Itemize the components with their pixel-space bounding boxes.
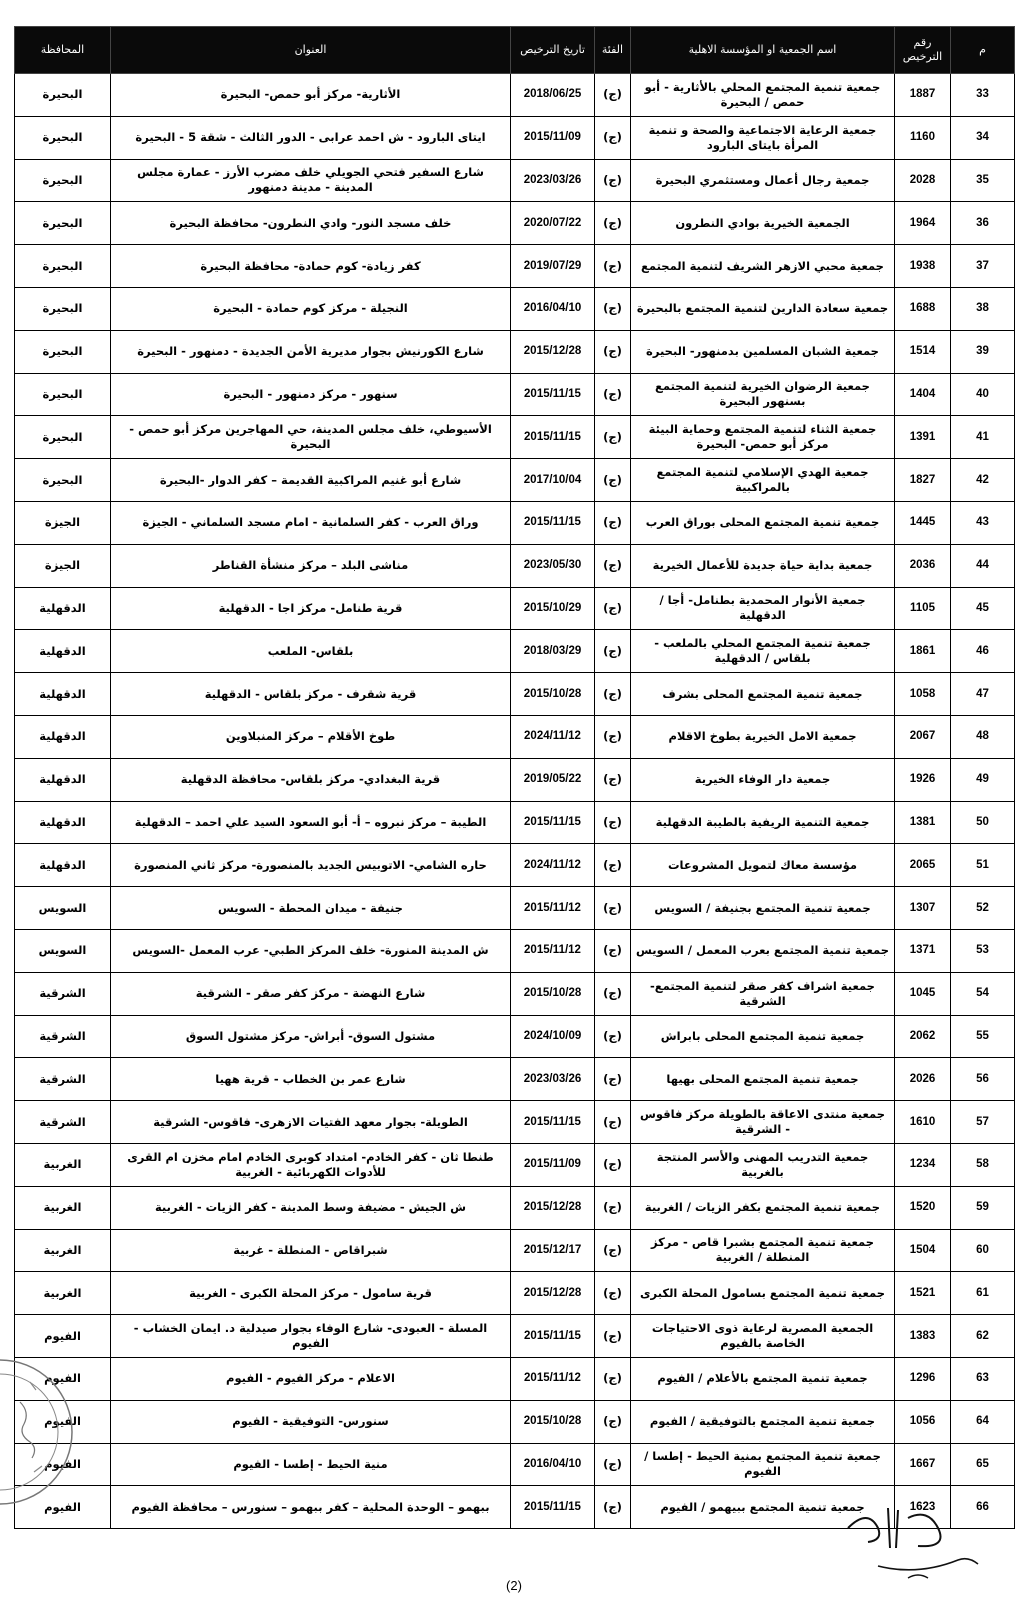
address-cell: سنهور - مركز دمنهور - البحيرة: [111, 373, 511, 416]
association-name-cell: جمعية تنمية المجتمع المحلى بهيها: [631, 1058, 895, 1101]
governorate-cell: الدقهلية: [15, 801, 111, 844]
license-number-cell: 2036: [895, 544, 951, 587]
table-row: [15, 544, 1015, 587]
association-name-cell: جمعية منتدى الاعاقة بالطويلة مركز فاقوس - الشرقية: [631, 1101, 895, 1144]
row-number-cell: 55: [951, 1015, 1015, 1058]
table-row: [15, 1357, 1015, 1400]
category-cell: (ج): [595, 1400, 631, 1443]
table-row: [15, 1400, 1015, 1443]
header-governorate: المحافظة: [15, 27, 111, 74]
license-number-cell: 1861: [895, 630, 951, 673]
row-number-cell: 64: [951, 1400, 1015, 1443]
license-number-cell: 2028: [895, 159, 951, 202]
category-cell: (ج): [595, 715, 631, 758]
address-cell: مشتول السوق- أبراش- مركز مشتول السوق: [111, 1015, 511, 1058]
category-cell: (ج): [595, 1357, 631, 1400]
license-number-cell: 1520: [895, 1186, 951, 1229]
association-name-cell: جمعية تنمية المجتمع المحلى بابراش: [631, 1015, 895, 1058]
license-number-cell: 1610: [895, 1101, 951, 1144]
category-cell: (ج): [595, 1443, 631, 1486]
address-cell: وراق العرب - كفر السلمانية - امام مسجد السلماني - الجيزة: [111, 501, 511, 544]
category-cell: (ج): [595, 245, 631, 288]
license-number-cell: 1371: [895, 929, 951, 972]
association-name-cell: جمعية تنمية المجتمع بالتوفيقية / الفيوم: [631, 1400, 895, 1443]
governorate-cell: الجيزة: [15, 501, 111, 544]
governorate-cell: الدقهلية: [15, 673, 111, 716]
license-number-cell: 1234: [895, 1143, 951, 1186]
row-number-cell: 62: [951, 1315, 1015, 1358]
category-cell: (ج): [595, 287, 631, 330]
association-name-cell: جمعية تنمية المجتمع بمنية الحيط - إطسا / الفيوم: [631, 1443, 895, 1486]
table-row: [15, 1143, 1015, 1186]
table-row: [15, 1272, 1015, 1315]
license-number-cell: 1381: [895, 801, 951, 844]
header-date: تاريخ الترخيص: [511, 27, 595, 74]
license-date-cell: 2018/03/29: [511, 630, 595, 673]
association-name-cell: جمعية التدريب المهنى والأسر المنتجة بالغربية: [631, 1143, 895, 1186]
association-name-cell: جمعية سعادة الدارين لتنمية المجتمع بالبحيرة: [631, 287, 895, 330]
table-row: [15, 416, 1015, 459]
row-number-cell: 47: [951, 673, 1015, 716]
license-number-cell: 1307: [895, 887, 951, 930]
license-date-cell: 2023/05/30: [511, 544, 595, 587]
address-cell: بلقاس- الملعب: [111, 630, 511, 673]
license-date-cell: 2015/12/28: [511, 1272, 595, 1315]
row-number-cell: 46: [951, 630, 1015, 673]
header-address: العنوان: [111, 27, 511, 74]
table-row: [15, 287, 1015, 330]
association-name-cell: مؤسسة معاك لتمويل المشروعات: [631, 844, 895, 887]
license-date-cell: 2015/11/12: [511, 929, 595, 972]
address-cell: المسلة - العبودى- شارع الوفاء بجوار صيدلية د. ايمان الخشاب - الفيوم: [111, 1315, 511, 1358]
row-number-cell: 38: [951, 287, 1015, 330]
association-name-cell: جمعية الرضوان الخيرية لتنمية المجتمع بسنهور البحيرة: [631, 373, 895, 416]
row-number-cell: 50: [951, 801, 1015, 844]
license-date-cell: 2015/10/28: [511, 1400, 595, 1443]
license-date-cell: 2015/11/15: [511, 1101, 595, 1144]
governorate-cell: الشرقية: [15, 1058, 111, 1101]
page-number: (2): [506, 1578, 522, 1593]
handwritten-signature-icon: [838, 1488, 988, 1588]
license-date-cell: 2024/11/12: [511, 715, 595, 758]
association-name-cell: جمعية تنمية المجتمع المحلى بوراق العرب: [631, 501, 895, 544]
row-number-cell: 66: [951, 1486, 1015, 1529]
address-cell: مناشى البلد – مركز منشأة القناطر: [111, 544, 511, 587]
license-number-cell: 2065: [895, 844, 951, 887]
license-date-cell: 2015/11/12: [511, 1357, 595, 1400]
category-cell: (ج): [595, 972, 631, 1015]
category-cell: (ج): [595, 459, 631, 502]
row-number-cell: 41: [951, 416, 1015, 459]
category-cell: (ج): [595, 202, 631, 245]
row-number-cell: 40: [951, 373, 1015, 416]
address-cell: ايتاى البارود - ش احمد عرابى - الدور الثالث - شقة 5 - البحيرة: [111, 116, 511, 159]
row-number-cell: 33: [951, 74, 1015, 117]
governorate-cell: البحيرة: [15, 373, 111, 416]
association-name-cell: جمعية تنمية المجتمع المحلي بالأثارية - أبو حمص / البحيرة: [631, 74, 895, 117]
association-name-cell: جمعية الرعاية الاجتماعية والصحة و تنمية المرأة بايتاى البارود: [631, 116, 895, 159]
category-cell: (ج): [595, 1186, 631, 1229]
row-number-cell: 56: [951, 1058, 1015, 1101]
table-row: [15, 459, 1015, 502]
address-cell: ببهمو – الوحدة المحلية – كفر ببهمو – سنورس – محافظة الفيوم: [111, 1486, 511, 1529]
governorate-cell: الشرقية: [15, 972, 111, 1015]
address-cell: منية الحيط - إطسا - الفيوم: [111, 1443, 511, 1486]
license-date-cell: 2024/10/09: [511, 1015, 595, 1058]
category-cell: (ج): [595, 1272, 631, 1315]
row-number-cell: 53: [951, 929, 1015, 972]
license-number-cell: 1056: [895, 1400, 951, 1443]
governorate-cell: البحيرة: [15, 159, 111, 202]
row-number-cell: 58: [951, 1143, 1015, 1186]
address-cell: سنورس- التوفيقية - الفيوم: [111, 1400, 511, 1443]
governorate-cell: الغربية: [15, 1272, 111, 1315]
row-number-cell: 57: [951, 1101, 1015, 1144]
table-row: [15, 330, 1015, 373]
license-number-cell: 1623: [895, 1486, 951, 1529]
license-date-cell: 2015/11/15: [511, 416, 595, 459]
license-number-cell: 1105: [895, 587, 951, 630]
category-cell: (ج): [595, 330, 631, 373]
ngo-register-table: [14, 26, 1015, 1529]
row-number-cell: 39: [951, 330, 1015, 373]
table-row: [15, 844, 1015, 887]
address-cell: الطويلة- بجوار معهد الفتيات الازهرى- فاقوس- الشرقية: [111, 1101, 511, 1144]
row-number-cell: 59: [951, 1186, 1015, 1229]
row-number-cell: 37: [951, 245, 1015, 288]
license-date-cell: 2015/11/12: [511, 887, 595, 930]
table-row: [15, 245, 1015, 288]
address-cell: جنيفة - ميدان المحطة - السويس: [111, 887, 511, 930]
category-cell: (ج): [595, 801, 631, 844]
governorate-cell: البحيرة: [15, 74, 111, 117]
address-cell: شارع النهضة - مركز كفر صقر - الشرقية: [111, 972, 511, 1015]
category-cell: (ج): [595, 844, 631, 887]
category-cell: (ج): [595, 373, 631, 416]
table-row: [15, 887, 1015, 930]
category-cell: (ج): [595, 587, 631, 630]
address-cell: الأثارية- مركز أبو حمص- البحيرة: [111, 74, 511, 117]
table-row: [15, 202, 1015, 245]
association-name-cell: جمعية تنمية المجتمع بجنيفة / السويس: [631, 887, 895, 930]
governorate-cell: الغربية: [15, 1229, 111, 1272]
category-cell: (ج): [595, 159, 631, 202]
row-number-cell: 43: [951, 501, 1015, 544]
license-number-cell: 1296: [895, 1357, 951, 1400]
governorate-cell: البحيرة: [15, 202, 111, 245]
license-number-cell: 2026: [895, 1058, 951, 1101]
row-number-cell: 34: [951, 116, 1015, 159]
address-cell: حاره الشامي- الاتوبيس الجديد بالمنصورة- مركز ثاني المنصورة: [111, 844, 511, 887]
license-date-cell: 2015/11/09: [511, 1143, 595, 1186]
license-date-cell: 2015/12/28: [511, 330, 595, 373]
row-number-cell: 42: [951, 459, 1015, 502]
association-name-cell: جمعية الشبان المسلمين بدمنهور- البحيرة: [631, 330, 895, 373]
governorate-cell: الغربية: [15, 1186, 111, 1229]
license-date-cell: 2015/12/17: [511, 1229, 595, 1272]
association-name-cell: جمعية تنمية المجتمع المحلى بشرف: [631, 673, 895, 716]
table-header: [15, 27, 1015, 74]
table-row: [15, 1443, 1015, 1486]
license-number-cell: 1058: [895, 673, 951, 716]
category-cell: (ج): [595, 544, 631, 587]
governorate-cell: السويس: [15, 929, 111, 972]
category-cell: (ج): [595, 501, 631, 544]
association-name-cell: جمعية الامل الخيرية بطوخ الاقلام: [631, 715, 895, 758]
row-number-cell: 51: [951, 844, 1015, 887]
header-row: [15, 27, 1015, 74]
license-number-cell: 1964: [895, 202, 951, 245]
row-number-cell: 52: [951, 887, 1015, 930]
row-number-cell: 63: [951, 1357, 1015, 1400]
governorate-cell: الدقهلية: [15, 758, 111, 801]
association-name-cell: جمعية تنمية المجتمع بعرب المعمل / السويس: [631, 929, 895, 972]
governorate-cell: الشرقية: [15, 1015, 111, 1058]
license-date-cell: 2023/03/26: [511, 159, 595, 202]
governorate-cell: الشرقية: [15, 1101, 111, 1144]
license-number-cell: 1504: [895, 1229, 951, 1272]
address-cell: ش الجيش - مضيفة وسط المدينة - كفر الزيات - الغربية: [111, 1186, 511, 1229]
license-number-cell: 1926: [895, 758, 951, 801]
license-number-cell: 1827: [895, 459, 951, 502]
category-cell: (ج): [595, 416, 631, 459]
governorate-cell: الدقهلية: [15, 844, 111, 887]
governorate-cell: الفيوم: [15, 1357, 111, 1400]
row-number-cell: 36: [951, 202, 1015, 245]
association-name-cell: جمعية تنمية المجتمع ببيهمو / الفيوم: [631, 1486, 895, 1529]
license-date-cell: 2015/10/29: [511, 587, 595, 630]
row-number-cell: 45: [951, 587, 1015, 630]
table-row: [15, 673, 1015, 716]
table-row: [15, 758, 1015, 801]
address-cell: شارع السفير فتحي الجويلي خلف مضرب الأرز - عمارة مجلس المدينة - مدينة دمنهور: [111, 159, 511, 202]
governorate-cell: الدقهلية: [15, 715, 111, 758]
governorate-cell: الغربية: [15, 1143, 111, 1186]
association-name-cell: جمعية محبي الازهر الشريف لتنمية المجتمع: [631, 245, 895, 288]
governorate-cell: الدقهلية: [15, 630, 111, 673]
address-cell: ش المدينة المنورة- خلف المركز الطبي- عرب المعمل -السويس: [111, 929, 511, 972]
license-date-cell: 2015/11/15: [511, 1486, 595, 1529]
license-number-cell: 1045: [895, 972, 951, 1015]
license-number-cell: 1521: [895, 1272, 951, 1315]
category-cell: (ج): [595, 1101, 631, 1144]
table-row: [15, 74, 1015, 117]
table-row: [15, 587, 1015, 630]
address-cell: طنطا ثان - كفر الخادم- امتداد كوبرى الخادم امام مخزن ام القرى للأدوات الكهربائية - الغربية: [111, 1143, 511, 1186]
table-row: [15, 116, 1015, 159]
address-cell: قرية البغدادي- مركز بلقاس- محافظة الدقهلية: [111, 758, 511, 801]
row-number-cell: 65: [951, 1443, 1015, 1486]
license-date-cell: 2015/11/15: [511, 501, 595, 544]
association-name-cell: جمعية تنمية المجتمع بالأعلام / الفيوم: [631, 1357, 895, 1400]
governorate-cell: السويس: [15, 887, 111, 930]
address-cell: خلف مسجد النور- وادي النطرون- محافظة البحيرة: [111, 202, 511, 245]
category-cell: (ج): [595, 1486, 631, 1529]
table-row: [15, 1186, 1015, 1229]
category-cell: (ج): [595, 673, 631, 716]
license-number-cell: 1160: [895, 116, 951, 159]
category-cell: (ج): [595, 74, 631, 117]
header-license: رقم الترخيص: [895, 27, 951, 74]
table-row: [15, 1315, 1015, 1358]
address-cell: شارع الكورنيش بجوار مديرية الأمن الجديدة - دمنهور - البحيرة: [111, 330, 511, 373]
row-number-cell: 35: [951, 159, 1015, 202]
category-cell: (ج): [595, 887, 631, 930]
header-num: م: [951, 27, 1015, 74]
governorate-cell: الفيوم: [15, 1443, 111, 1486]
governorate-cell: البحيرة: [15, 116, 111, 159]
row-number-cell: 54: [951, 972, 1015, 1015]
table-row: [15, 1229, 1015, 1272]
license-date-cell: 2015/11/15: [511, 373, 595, 416]
license-date-cell: 2019/05/22: [511, 758, 595, 801]
license-number-cell: 1887: [895, 74, 951, 117]
license-date-cell: 2024/11/12: [511, 844, 595, 887]
address-cell: الأسيوطي، خلف مجلس المدينة، حي المهاجرين مركز أبو حمص - البحيرة: [111, 416, 511, 459]
category-cell: (ج): [595, 1229, 631, 1272]
governorate-cell: البحيرة: [15, 245, 111, 288]
association-name-cell: جمعية تنمية المجتمع بشبرا قاص - مركز المنطلة / الغربية: [631, 1229, 895, 1272]
license-date-cell: 2015/10/28: [511, 972, 595, 1015]
governorate-cell: الفيوم: [15, 1486, 111, 1529]
row-number-cell: 49: [951, 758, 1015, 801]
table-row: [15, 501, 1015, 544]
header-category: الفئة: [595, 27, 631, 74]
row-number-cell: 44: [951, 544, 1015, 587]
governorate-cell: الجيزة: [15, 544, 111, 587]
governorate-cell: البحيرة: [15, 330, 111, 373]
license-date-cell: 2015/11/15: [511, 1315, 595, 1358]
address-cell: قرية سامول - مركز المحلة الكبرى - الغربية: [111, 1272, 511, 1315]
address-cell: شبراقاص - المنطلة - غربية: [111, 1229, 511, 1272]
governorate-cell: الفيوم: [15, 1400, 111, 1443]
license-number-cell: 2067: [895, 715, 951, 758]
license-number-cell: 1445: [895, 501, 951, 544]
license-number-cell: 1688: [895, 287, 951, 330]
category-cell: (ج): [595, 116, 631, 159]
stamp-seal-icon: [0, 1342, 80, 1522]
table-row: [15, 159, 1015, 202]
category-cell: (ج): [595, 929, 631, 972]
table-row: [15, 972, 1015, 1015]
association-name-cell: جمعية دار الوفاء الخيرية: [631, 758, 895, 801]
license-number-cell: 1404: [895, 373, 951, 416]
association-name-cell: جمعية الأنوار المحمدية بطنامل- أجا / الدقهلية: [631, 587, 895, 630]
category-cell: (ج): [595, 1143, 631, 1186]
license-number-cell: 1514: [895, 330, 951, 373]
license-date-cell: 2015/12/28: [511, 1186, 595, 1229]
association-name-cell: جمعية تنمية المجتمع بسامول المحلة الكبرى: [631, 1272, 895, 1315]
license-number-cell: 1383: [895, 1315, 951, 1358]
license-date-cell: 2016/04/10: [511, 1443, 595, 1486]
license-date-cell: 2015/10/28: [511, 673, 595, 716]
license-number-cell: 1667: [895, 1443, 951, 1486]
association-name-cell: جمعية الهدي الإسلامي لتنمية المجتمع بالمراكبية: [631, 459, 895, 502]
address-cell: الاعلام - مركز الفيوم - الفيوم: [111, 1357, 511, 1400]
association-name-cell: جمعية بداية حياة جديدة للأعمال الخيرية: [631, 544, 895, 587]
table-row: [15, 630, 1015, 673]
governorate-cell: البحيرة: [15, 459, 111, 502]
address-cell: قرية شقرف - مركز بلقاس - الدقهلية: [111, 673, 511, 716]
header-name: اسم الجمعية او المؤسسة الاهلية: [631, 27, 895, 74]
association-name-cell: جمعية تنمية المجتمع المحلي بالملعب - بلقاس / الدقهلية: [631, 630, 895, 673]
category-cell: (ج): [595, 1015, 631, 1058]
license-date-cell: 2015/11/15: [511, 801, 595, 844]
license-date-cell: 2020/07/22: [511, 202, 595, 245]
license-number-cell: 1391: [895, 416, 951, 459]
association-name-cell: جمعية الثناء لتنمية المجتمع وحماية البيئة مركز أبو حمص- البحيرة: [631, 416, 895, 459]
address-cell: الطيبة – مركز نبروه – أ- أبو السعود السيد علي احمد – الدقهلية: [111, 801, 511, 844]
license-date-cell: 2018/06/25: [511, 74, 595, 117]
license-number-cell: 1938: [895, 245, 951, 288]
governorate-cell: الدقهلية: [15, 587, 111, 630]
row-number-cell: 48: [951, 715, 1015, 758]
association-name-cell: جمعية التنمية الريفية بالطيبة الدقهلية: [631, 801, 895, 844]
table-body: [15, 74, 1015, 1529]
association-name-cell: الجمعية الخيرية بوادي النطرون: [631, 202, 895, 245]
association-name-cell: جمعية تنمية المجتمع بكفر الزيات / الغربية: [631, 1186, 895, 1229]
association-name-cell: جمعية اشراف كفر صقر لتنمية المجتمع- الشرقية: [631, 972, 895, 1015]
table-row: [15, 1101, 1015, 1144]
table-row: [15, 1015, 1015, 1058]
table-row: [15, 1058, 1015, 1101]
governorate-cell: البحيرة: [15, 416, 111, 459]
license-date-cell: 2023/03/26: [511, 1058, 595, 1101]
category-cell: (ج): [595, 758, 631, 801]
category-cell: (ج): [595, 1058, 631, 1101]
governorate-cell: الفيوم: [15, 1315, 111, 1358]
license-date-cell: 2019/07/29: [511, 245, 595, 288]
address-cell: شارع أبو غنيم المراكبية القديمة – كفر الدوار -البحيرة: [111, 459, 511, 502]
address-cell: النجيلة - مركز كوم حمادة - البحيرة: [111, 287, 511, 330]
license-number-cell: 2062: [895, 1015, 951, 1058]
association-name-cell: الجمعية المصرية لرعاية ذوى الاحتياجات الخاصة بالفيوم: [631, 1315, 895, 1358]
association-name-cell: جمعية رجال أعمال ومستثمري البحيرة: [631, 159, 895, 202]
category-cell: (ج): [595, 630, 631, 673]
license-date-cell: 2017/10/04: [511, 459, 595, 502]
table-row: [15, 373, 1015, 416]
table-row: [15, 801, 1015, 844]
address-cell: طوخ الأقلام – مركز المنبلاوين: [111, 715, 511, 758]
row-number-cell: 60: [951, 1229, 1015, 1272]
address-cell: كفر زيادة- كوم حمادة- محافظة البحيرة: [111, 245, 511, 288]
address-cell: قرية طنامل- مركز اجا - الدقهلية: [111, 587, 511, 630]
license-date-cell: 2016/04/10: [511, 287, 595, 330]
table-row: [15, 929, 1015, 972]
row-number-cell: 61: [951, 1272, 1015, 1315]
table-row: [15, 715, 1015, 758]
category-cell: (ج): [595, 1315, 631, 1358]
governorate-cell: البحيرة: [15, 287, 111, 330]
address-cell: شارع عمر بن الخطاب - قرية ههيا: [111, 1058, 511, 1101]
license-date-cell: 2015/11/09: [511, 116, 595, 159]
